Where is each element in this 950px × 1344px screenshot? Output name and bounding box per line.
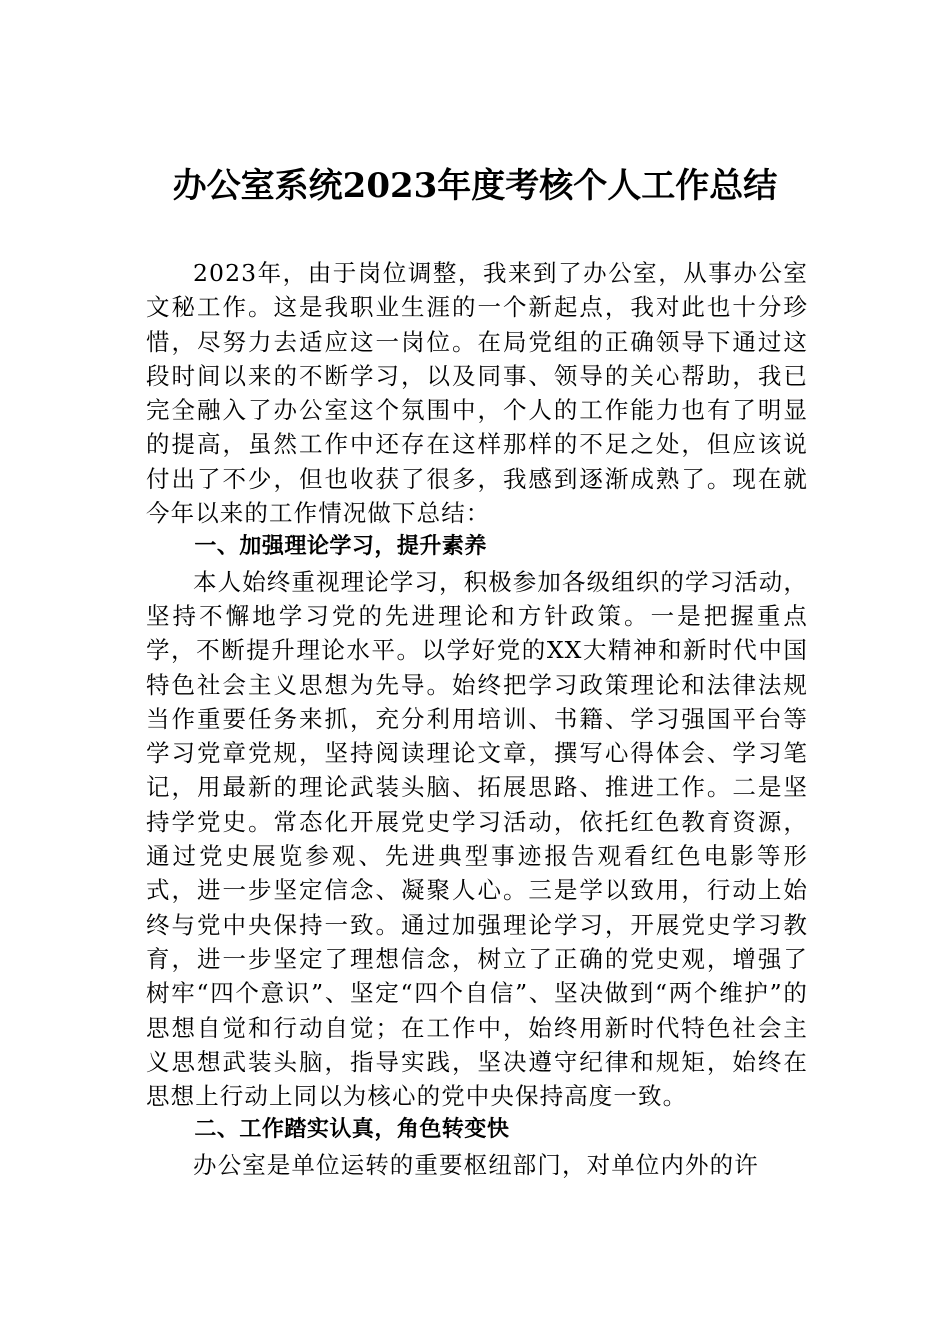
intro-paragraph: 2023年，由于岗位调整，我来到了办公室，从事办公室文秘工作。这是我职业生涯的一个新起点，我对此也十分珍惜，尽努力去适应这一岗位。在局党组的正确领导下通过这段时间以来的不断学习，以及同事、领导的关心帮助，我已完全融入了办公室这个氛围中，个人的工作能力也有了明显的提高，虽然工作中还存在这样那样的不足之处，但应该说付出了不少，但也收获了很多，我感到逐渐成熟了。现在就今年以来的工作情况做下总结：: [146, 259, 808, 528]
document-title: 办公室系统2023年度考核个人工作总结: [172, 166, 778, 206]
section-heading-2: 二、工作踏实认真，角色转变快: [194, 1117, 510, 1143]
document-body: [146, 256, 808, 1182]
section-paragraph-1: 本人始终重视理论学习，积极参加各级组织的学习活动，坚持不懈地学习党的先进理论和方针政策。一是把握重点学，不断提升理论水平。以学好党的XX大精神和新时代中国特色社会主义思想为先导。始终把学习政策理论和法律法规当作重要任务来抓，充分利用培训、书籍、学习强国平台等学习党章党规，坚持阅读理论文章，撰写心得体会、学习笔记，用最新的理论武装头脑、拓展思路、推进工作。二是坚持学党史。常态化开展党史学习活动，依托红色教育资源，通过党史展览参观、先进典型事迹报告观看红色电影等形式，进一步坚定信念、凝聚人心。三是学以致用，行动上始终与党中央保持一致。通过加强理论学习，开展党史学习教育，进一步坚定了理想信念，树立了正确的党史观，增强了树牢“四个意识”、坚定“四个自信”、坚决做到“两个维护”的思想自觉和行动自觉；在工作中，始终用新时代特色社会主义思想武装头脑，指导实践，坚决遵守纪律和规矩，始终在思想上行动上同以为核心的党中央保持高度一致。: [146, 567, 808, 1111]
section-paragraph-2: 办公室是单位运转的重要枢纽部门，对单位内外的许: [193, 1150, 759, 1179]
section-heading-1: 一、加强理论学习，提升素养: [194, 534, 487, 560]
